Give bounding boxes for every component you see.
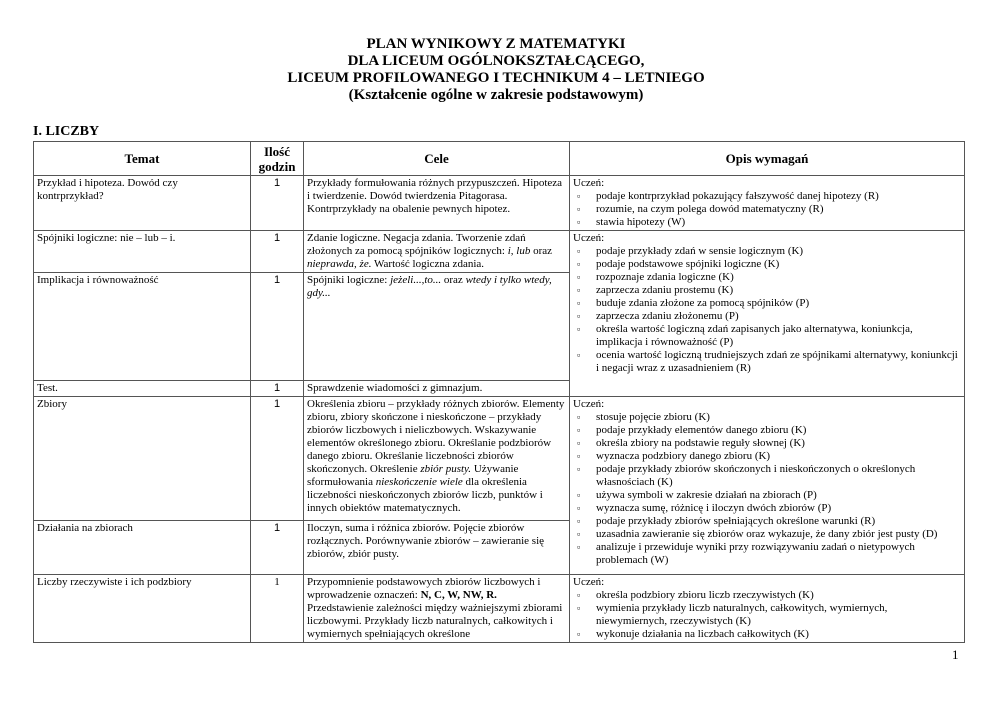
header-cele: Cele bbox=[304, 142, 570, 176]
cell-cele bbox=[304, 397, 570, 521]
cell-ilosc: 1 bbox=[251, 397, 304, 521]
cell-ilosc: 1 bbox=[251, 575, 304, 643]
title-line-2: DLA LICEUM OGÓLNOKSZTAŁCĄCEGO, bbox=[347, 53, 645, 69]
cell-temat: Test. bbox=[34, 381, 251, 397]
cele-italic: jeżeli...,to... bbox=[390, 274, 442, 286]
table-header-row bbox=[34, 142, 965, 176]
list-item: ▫ uzasadnia zawieranie się zbiorów oraz wykazuje, że dany zbiór jest pusty (D) bbox=[573, 528, 961, 541]
list-item: ▫ buduje zdania złożone za pomocą spójników (P) bbox=[573, 297, 961, 310]
cell-ilosc: 1 bbox=[251, 381, 304, 397]
cell-ilosc: 1 bbox=[251, 273, 304, 381]
requirements-list bbox=[573, 245, 961, 375]
list-item: ▫ ocenia wartość logiczną trudniejszych zdań ze spójnikami alternatywy, koniunkcji i negacji wraz z uzasadnieniem (R) bbox=[573, 349, 961, 375]
opis-header: Uczeń: bbox=[573, 177, 605, 189]
opis-header: Uczeń: bbox=[573, 398, 605, 410]
cele-bold: N, C, W, NW, R. bbox=[420, 589, 497, 601]
list-item: ▫ wyznacza podzbiory danego zbioru (K) bbox=[573, 450, 961, 463]
document-title bbox=[0, 36, 992, 104]
list-item: ▫ określa wartość logiczną zdań zapisanych jako alternatywa, koniunkcja, implikacja i równoważność (P) bbox=[573, 323, 961, 349]
cele-text: dla określenia liczebności nieskończonych zbiorów liczb, punktów i innych obiektów matematycznych. bbox=[307, 476, 543, 514]
cell-temat: Zbiory bbox=[34, 397, 251, 521]
list-item: ▫ określa podzbiory zbioru liczb rzeczywistych (K) bbox=[573, 589, 961, 602]
list-item: ▫ podaje kontrprzykład pokazujący fałszywość danej hipotezy (R) bbox=[573, 190, 961, 203]
page-number: 1 bbox=[952, 647, 959, 662]
cele-text: oraz bbox=[441, 274, 466, 286]
title-line-4: (Kształcenie ogólne w zakresie podstawowym) bbox=[348, 87, 644, 103]
cele-text: Określenia zbioru – przykłady różnych zbiorów. Elementy zbioru, zbiory skończone i nieskończone – przykłady zbiorów liczbowych i nieliczbowych. Wskazywanie elementów określonego zbioru. Określanie podzbiorów danego zbioru. Określanie liczebności zbiorów skończonych. Określenie bbox=[307, 398, 565, 475]
list-item: ▫ używa symboli w zakresie działań na zbiorach (P) bbox=[573, 489, 961, 502]
cell-opis bbox=[570, 397, 965, 575]
requirements-list bbox=[573, 411, 961, 567]
list-item: ▫ podaje podstawowe spójniki logiczne (K) bbox=[573, 258, 961, 271]
header-temat: Temat bbox=[34, 142, 251, 176]
list-item: ▫ zaprzecza zdaniu prostemu (K) bbox=[573, 284, 961, 297]
cell-cele bbox=[304, 575, 570, 643]
cele-italic: zbiór pusty. bbox=[420, 463, 472, 475]
cele-text: Używanie sformułowania bbox=[307, 463, 519, 488]
cele-italic: wtedy i tylko wtedy, gdy... bbox=[307, 274, 552, 299]
list-item: ▫ określa zbiory na podstawie reguły słownej (K) bbox=[573, 437, 961, 450]
cele-text: Przypomnienie podstawowych zbiorów liczbowych i wprowadzenie oznaczeń: bbox=[307, 576, 541, 601]
cell-cele: Przykłady formułowania różnych przypuszczeń. Hipoteza i twierdzenie. Dowód twierdzenia Pitagorasa. Kontrprzykłady na obalenie pewnych hipotez. bbox=[304, 176, 570, 231]
cell-opis bbox=[570, 575, 965, 643]
cele-text: Zdanie logiczne. Negacja zdania. Tworzenie zdań złożonych za pomocą spójników logicznych: bbox=[307, 232, 526, 257]
cell-cele bbox=[304, 231, 570, 273]
list-item: ▫ stawia hipotezy (W) bbox=[573, 216, 961, 229]
list-item: ▫ wymienia przykłady liczb naturalnych, całkowitych, wymiernych, niewymiernych, rzeczywistych (K) bbox=[573, 602, 961, 628]
cell-ilosc: 1 bbox=[251, 231, 304, 273]
list-item: ▫ rozpoznaje zdania logiczne (K) bbox=[573, 271, 961, 284]
table-row bbox=[34, 176, 965, 231]
list-item: ▫ zaprzecza zdaniu złożonemu (P) bbox=[573, 310, 961, 323]
header-opis: Opis wymagań bbox=[570, 142, 965, 176]
list-item: ▫ podaje przykłady zdań w sensie logicznym (K) bbox=[573, 245, 961, 258]
cell-temat: Przykład i hipoteza. Dowód czy kontrprzykład? bbox=[34, 176, 251, 231]
requirements-list bbox=[573, 589, 961, 641]
cele-text: Przedstawienie zależności między ważniejszymi zbiorami liczbowymi. Przykłady liczb naturalnych, całkowitych i wymiernych spełniających określone bbox=[307, 602, 563, 640]
cell-opis bbox=[570, 231, 965, 397]
list-item: ▫ wyznacza sumę, różnicę i iloczyn dwóch zbiorów (P) bbox=[573, 502, 961, 515]
cell-cele: Sprawdzenie wiadomości z gimnazjum. bbox=[304, 381, 570, 397]
cele-italic: nieprawda, że. bbox=[307, 258, 372, 270]
list-item: ▫ analizuje i przewiduje wyniki przy rozwiązywaniu zadań o nietypowych problemach (W) bbox=[573, 541, 961, 567]
list-item: ▫ podaje przykłady zbiorów skończonych i nieskończonych o określonych własnościach (K) bbox=[573, 463, 961, 489]
opis-header: Uczeń: bbox=[573, 576, 605, 588]
list-item: ▫ rozumie, na czym polega dowód matematyczny (R) bbox=[573, 203, 961, 216]
list-item: ▫ podaje przykłady elementów danego zbioru (K) bbox=[573, 424, 961, 437]
cell-ilosc: 1 bbox=[251, 521, 304, 575]
list-item: ▫ podaje przykłady zbiorów spełniających określone warunki (R) bbox=[573, 515, 961, 528]
cele-text: Spójniki logiczne: bbox=[307, 274, 391, 286]
cell-temat: Implikacja i równoważność bbox=[34, 273, 251, 381]
list-item: ▫ stosuje pojęcie zbioru (K) bbox=[573, 411, 961, 424]
cell-temat: Spójniki logiczne: nie – lub – i. bbox=[34, 231, 251, 273]
cele-text: oraz bbox=[530, 245, 553, 257]
cell-temat: Liczby rzeczywiste i ich podzbiory bbox=[34, 575, 251, 643]
plan-table bbox=[33, 141, 965, 643]
title-line-3: LICEUM PROFILOWANEGO I TECHNIKUM 4 – LETNIEGO bbox=[287, 70, 705, 86]
cele-italic: nieskończenie wiele bbox=[375, 476, 463, 488]
cele-italic: i, lub bbox=[507, 245, 531, 257]
table-row bbox=[34, 575, 965, 643]
section-heading: I. LICZBY bbox=[33, 124, 100, 139]
title-line-1: PLAN WYNIKOWY Z MATEMATYKI bbox=[366, 36, 626, 52]
cell-temat: Działania na zbiorach bbox=[34, 521, 251, 575]
requirements-list bbox=[573, 190, 961, 229]
list-item: ▫ wykonuje działania na liczbach całkowitych (K) bbox=[573, 628, 961, 641]
cell-ilosc: 1 bbox=[251, 176, 304, 231]
opis-header: Uczeń: bbox=[573, 232, 605, 244]
cell-cele: Iloczyn, suma i różnica zbiorów. Pojęcie zbiorów rozłącznych. Porównywanie zbiorów – zawieranie się zbiorów, zbiór pusty. bbox=[304, 521, 570, 575]
cell-cele bbox=[304, 273, 570, 381]
cele-text: Wartość logiczna zdania. bbox=[371, 258, 485, 270]
cell-opis bbox=[570, 176, 965, 231]
table-row bbox=[34, 397, 965, 521]
header-ilosc: Ilość godzin bbox=[251, 142, 304, 176]
table-row bbox=[34, 231, 965, 273]
